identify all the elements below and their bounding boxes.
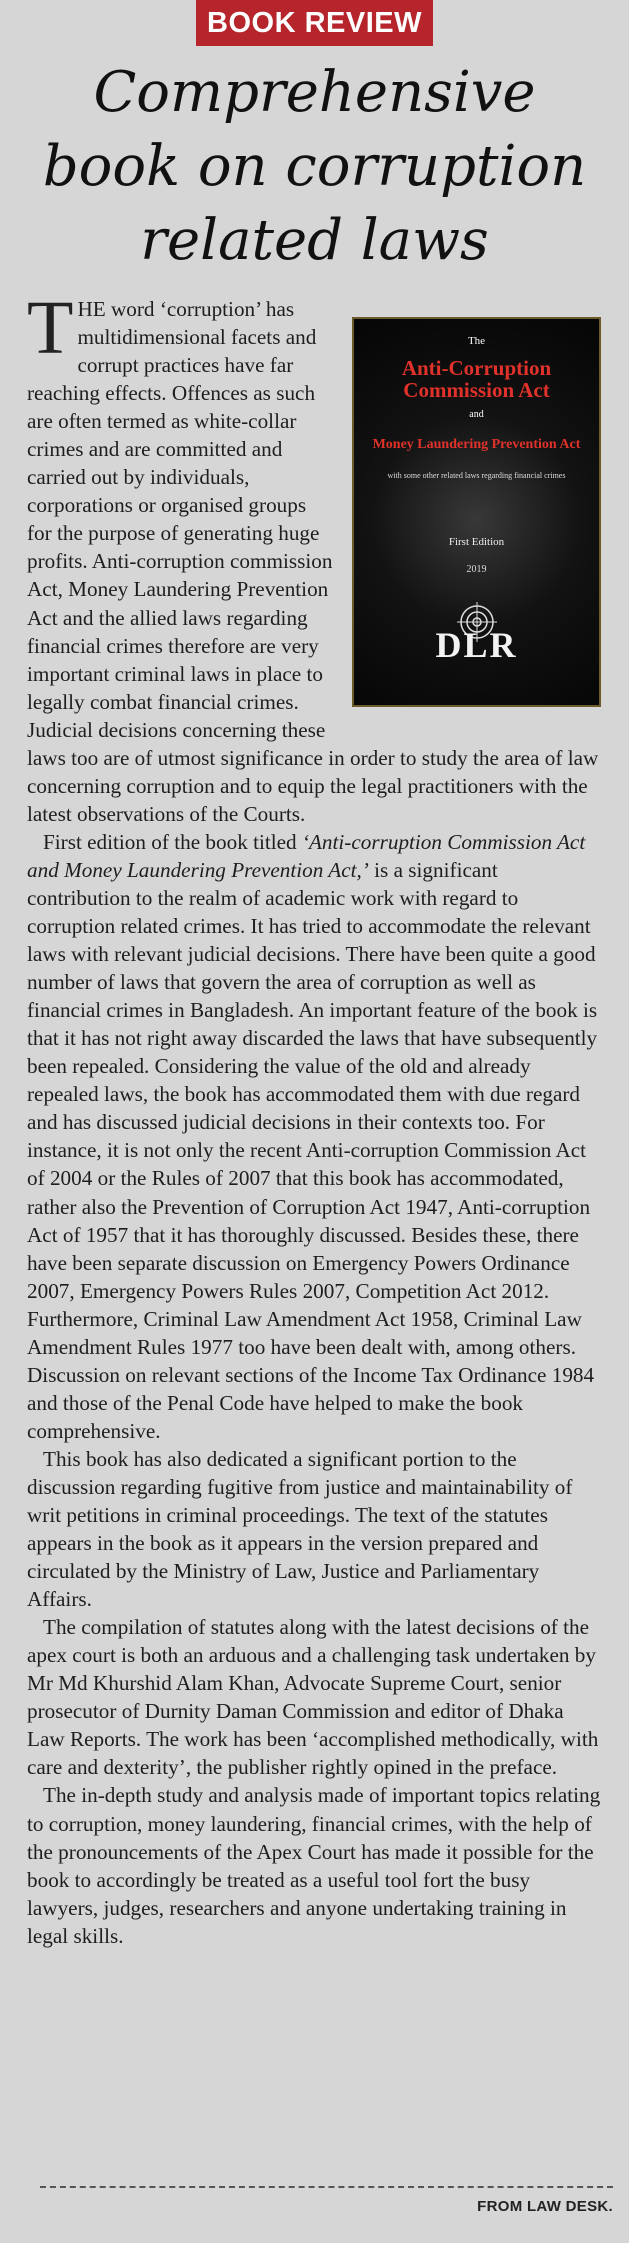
article-body <box>27 286 601 1950</box>
paragraph-5: The in-depth study and analysis made of important topics relating to corruption, money laundering, financial crimes, with the help of the pronouncements of the Apex Court has made it possible for the book to accordingly be treated as a useful tool fort the busy lawyers, judges, researchers and anyone undertaking training in legal skills. <box>27 1783 601 1948</box>
credit-line: FROM LAW DESK. <box>477 2198 613 2215</box>
paragraph-2 <box>27 828 601 1445</box>
paragraph-2-text: is a significant contribution to the realm of academic work with regard to corruption related crimes. It has tried to accommodate the relevant laws with relevant judicial decisions. There have been quite a good number of laws that govern the area of corruption as well as financial crimes in Bangladesh. An important feature of the book is that it has not right away discarded the laws that have subsequently been repealed. Considering the value of the old and already repealed laws, the book has accommodated them with due regard and has discussed judicial decisions in their contexts too. For instance, it is not only the recent Anti-corruption Commission Act of 2004 or the Rules of 2007 that this book has accommodated, rather also the Prevention of Corruption Act 1947, Anti-corruption Act of 1957 that it has thoroughly discussed. Besides these, there have been separate discussion on Emergency Powers Ordinance 2007, Emergency Powers Rules 2007, Competition Act 2012. Furthermore, Criminal Law Amendment Act 1958, Criminal Law Amendment Rules 1977 too have been dealt with, among others. Discussion on relevant sections of the Income Tax Ordinance 1984 and those of the Penal Code have helped to make the book comprehensive. <box>27 857 598 1443</box>
cover-and: and <box>469 409 484 421</box>
book-title: ‘Anti-corruption Commission Act and Money Laundering Prevention Act,’ <box>27 829 586 882</box>
cover-title-2: Money Laundering Prevention Act <box>372 437 581 453</box>
paragraph-4: The compilation of statutes along with the latest decisions of the apex court is both an arduous and a challenging task undertaken by Mr Md Khurshid Alam Khan, Advocate Supreme Court, senior prosecutor of Durnity Daman Commission and editor of Dhaka Law Reports. The work has been ‘accomplished methodically, with care and dexterity’, the publisher rightly opined in the preface. <box>27 1615 599 1780</box>
drop-cap: T <box>27 286 74 370</box>
cover-year: 2019 <box>466 564 487 576</box>
book-cover-image <box>352 317 601 707</box>
cover-publisher: DLR <box>435 624 518 665</box>
cover-subtitle: with some other related laws regarding financial crimes <box>387 471 566 481</box>
paragraph-2-lead: First edition of the book titled <box>43 829 302 854</box>
headline: Comprehensive book on corruption related laws <box>42 60 587 273</box>
paragraph-1-text: HE word ‘corruption’ has multidimensional facets and corrupt practices have far reaching effects. Offences as such are often termed as white-collar crimes and are committed and carried out by individuals, corporations or organised groups for the purpose of generating huge profits. Anti-corruption commission Act, Money Laundering Prevention Act and the allied laws regarding financial crimes therefore are very important criminal laws in place to legally combat financial crimes. Judicial decisions concerning these laws too are of utmost significance in order to study the area of law concerning corruption and to equip the legal practitioners with the latest observations of the Courts. <box>27 297 599 826</box>
cover-the: The <box>467 335 486 347</box>
section-label: BOOK REVIEW <box>196 0 433 46</box>
cover-edition: First Edition <box>448 536 505 549</box>
paragraph-3: This book has also dedicated a significant portion to the discussion regarding fugitive from justice and maintainability of writ petitions in criminal proceedings. The text of the statutes appears in the book as it appears in the version prepared and circulated by the Ministry of Law, Justice and Parliamentary Affairs. <box>27 1446 573 1612</box>
cover-title-1: Anti-Corruption Commission Act <box>401 356 552 403</box>
dashed-divider <box>40 2186 613 2188</box>
